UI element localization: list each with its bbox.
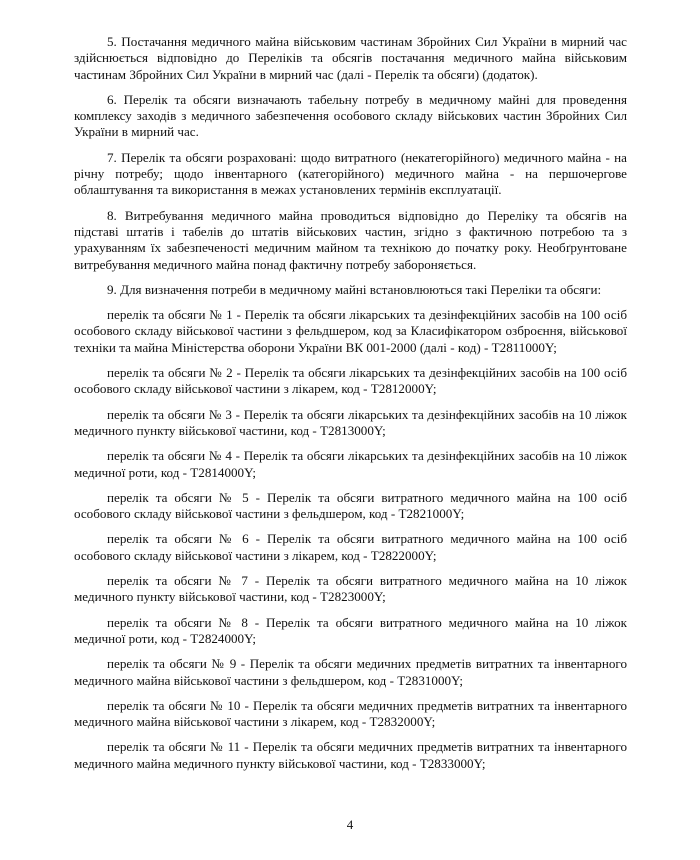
list-item-11: перелік та обсяги № 11 - Перелік та обсяги медичних предметів витратних та інвентарного медичного майна медичного пункту військової частини, код - Т2833000Y; [74, 739, 627, 771]
paragraph-5: 5. Постачання медичного майна військовим частинам Збройних Сил України в мирний час здійснюється відповідно до Переліків та обсягів постачання медичного майна військовим частинам Збройних Сил України в мирний час (далі - Перелік та обсяги) (додаток). [74, 34, 627, 82]
list-item-10: перелік та обсяги № 10 - Перелік та обсяги медичних предметів витратних та інвентарного медичного майна військової частини з лікарем, код - Т2832000Y; [74, 697, 627, 730]
list-item-1: перелік та обсяги № 1 - Перелік та обсяги лікарських та дезінфекційних засобів на 100 осіб особового складу військової частини з фельдшером, код за Класифікатором озброєння, військової техніки та майна Міністерства оборони України ВК 001-2000 (далі - код) - Т2811000Y; [74, 307, 627, 355]
list-item-4: перелік та обсяги № 4 - Перелік та обсяги лікарських та дезінфекційних засобів на 10 ліжок медичної роти, код - Т2814000Y; [74, 448, 627, 480]
list-item-3: перелік та обсяги № 3 - Перелік та обсяги лікарських та дезінфекційних засобів на 10 ліжок медичного пункту військової частини, код - Т2813000Y; [74, 406, 627, 438]
list-item-6: перелік та обсяги № 6 - Перелік та обсяги витратного медичного майна на 100 осіб особового складу військової частини з лікарем, код - Т2822000Y; [74, 531, 627, 563]
list-item-8: перелік та обсяги № 8 - Перелік та обсяги витратного медичного майна на 10 ліжок медичної роти, код - Т2824000Y; [74, 614, 627, 646]
list-item-2: перелік та обсяги № 2 - Перелік та обсяги лікарських та дезінфекційних засобів на 100 осіб особового складу військової частини з лікарем, код - Т2812000Y; [74, 365, 627, 397]
list-item-5: перелік та обсяги № 5 - Перелік та обсяги витратного медичного майна на 100 осіб особового складу військової частини з фельдшером, код - Т2821000Y; [74, 489, 627, 522]
document-page [74, 34, 627, 781]
page-number: 4 [346, 817, 354, 832]
paragraph-8: 8. Витребування медичного майна проводиться відповідно до Переліку та обсягів на підставі штатів і табелів до штатів військових частин, згідно з фактичною потребою та з урахуванням їх забезпеченості медичним майном та технікою до початку року. Необґрунтоване витребування медичного майна понад фактичну потребу забороняється. [74, 207, 627, 272]
paragraph-7: 7. Перелік та обсяги розраховані: щодо витратного (некатегорійного) медичного майна - на річну потребу; щодо інвентарного (категорійного) медичного майна - на першочергове облаштування та використання в межах установлених термінів експлуатації. [74, 149, 627, 198]
paragraph-6: 6. Перелік та обсяги визначають табельну потребу в медичному майні для проведення комплексу заходів з медичного забезпечення особового складу військових частин Збройних Сил України в мирний час. [74, 91, 627, 140]
list-item-7: перелік та обсяги № 7 - Перелік та обсяги витратного медичного майна на 10 ліжок медичного пункту військової частини, код - Т2823000Y; [74, 573, 627, 605]
list-item-9: перелік та обсяги № 9 - Перелік та обсяги медичних предметів витратних та інвентарного медичного майна військової частини з фельдшером, код - Т2831000Y; [74, 656, 627, 688]
paragraph-9: 9. Для визначення потреби в медичному майні встановлюються такі Переліки та обсяги: [107, 281, 602, 297]
